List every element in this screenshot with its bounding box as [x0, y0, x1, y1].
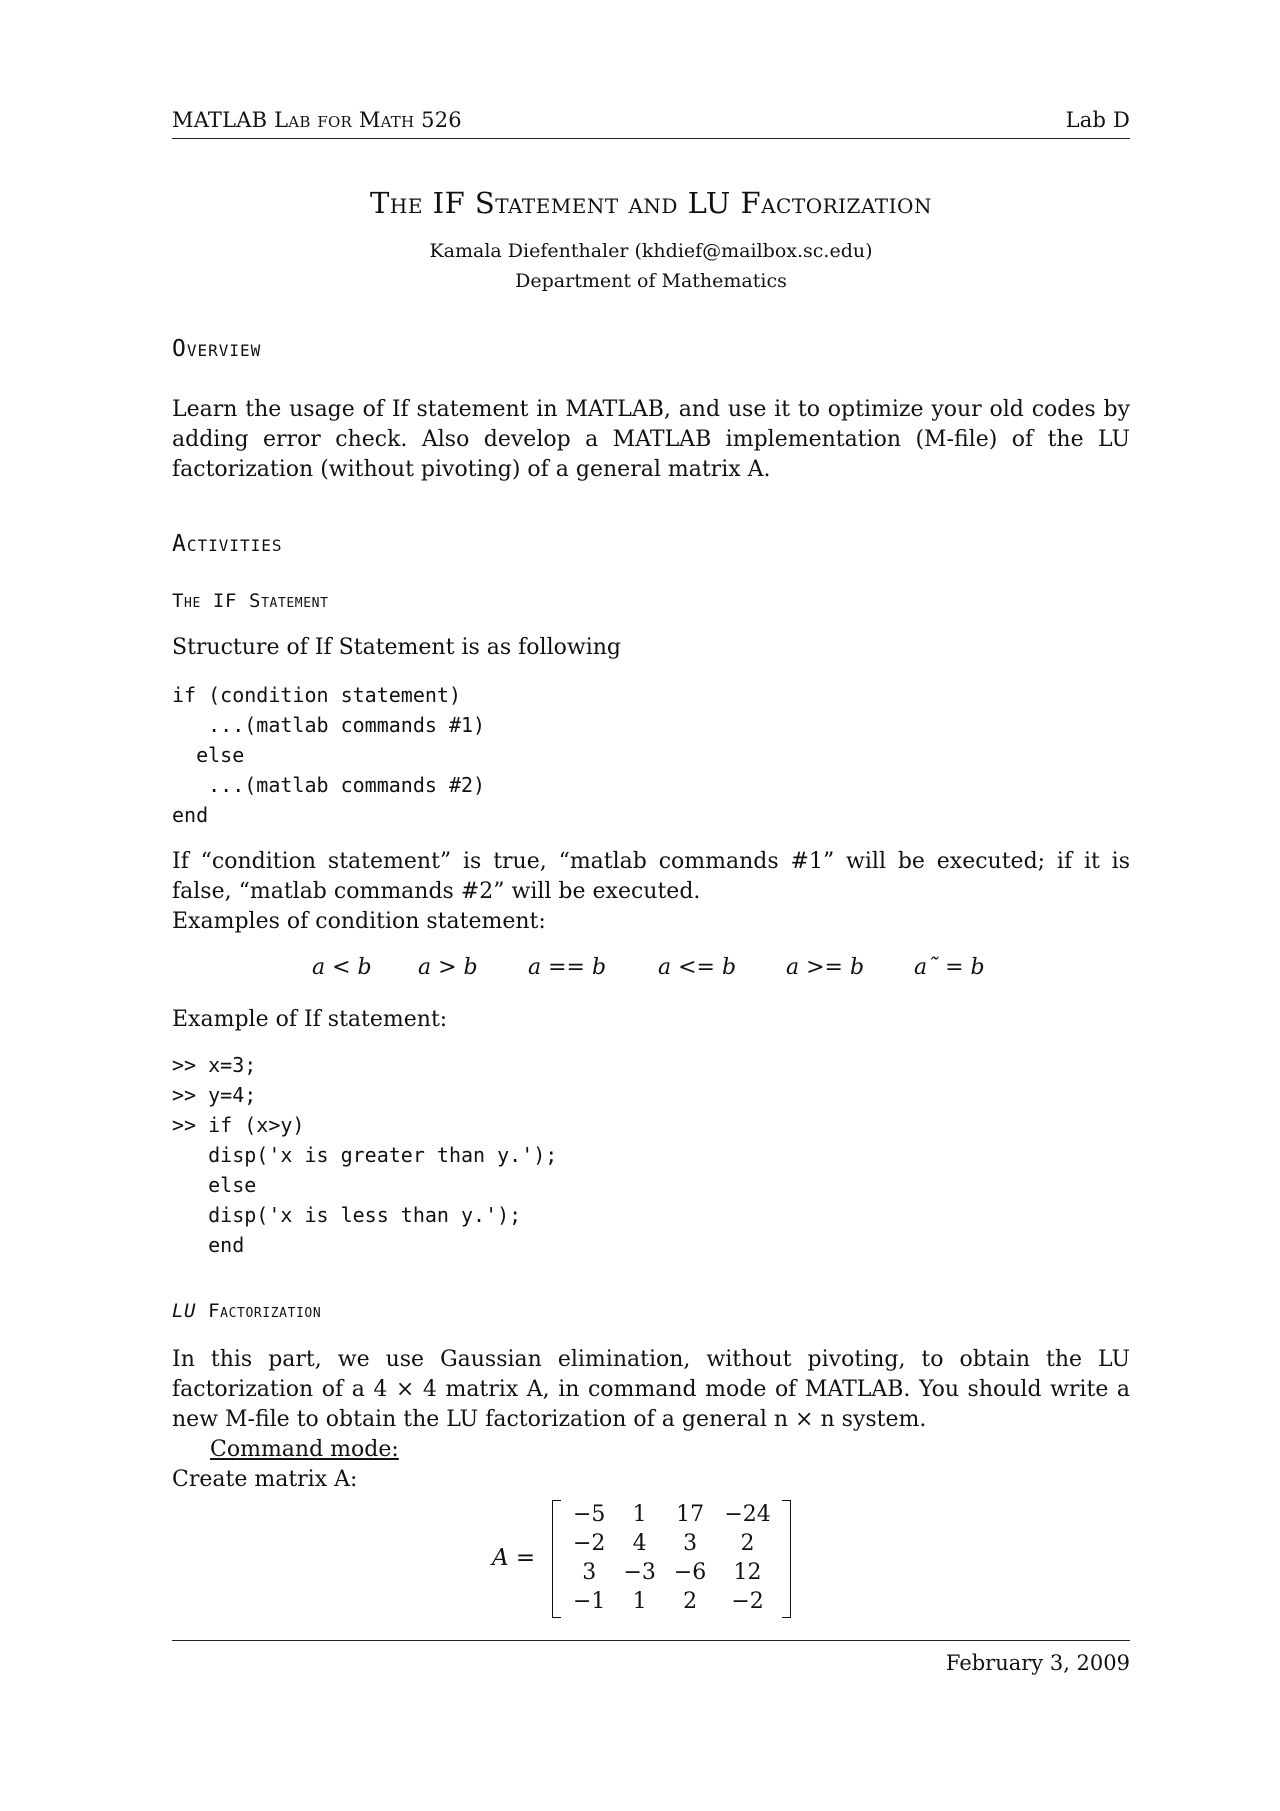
header-course: MATLAB Lab for Math 526 — [172, 108, 462, 132]
matrix-cell: −2 — [573, 1531, 606, 1556]
matrix-lhs: A = — [492, 1545, 536, 1571]
matrix-cell: 17 — [676, 1502, 705, 1527]
create-matrix-label: Create matrix A: — [172, 1467, 358, 1492]
activities-heading: Activities — [172, 531, 283, 557]
document-title: The IF Statement and LU Factorization — [370, 186, 932, 220]
matrix-cell: 2 — [683, 1589, 698, 1614]
matrix-row — [564, 1500, 780, 1529]
condition-example: a˜ = b — [914, 955, 985, 980]
if-explanation: If “condition statement” is true, “matlab commands #1” will be executed; if it is false, “matlab commands #2” will be executed. — [172, 849, 1130, 904]
author-block — [172, 236, 1130, 296]
running-header — [172, 108, 1130, 139]
matrix-cell: −24 — [724, 1502, 771, 1527]
matrix-cell: −6 — [673, 1560, 707, 1585]
header-lab: Lab D — [1065, 108, 1130, 132]
matrix-cell: −3 — [623, 1560, 656, 1585]
author-department: Department of Mathematics — [515, 270, 787, 292]
lu-text: In this part, we use Gaussian elimination, without pivoting, to obtain the LU factorization of a 4 × 4 matrix A, in command mode of MATLAB. You should write a new M-file to obtain the LU factorization of a general n × n system. — [172, 1347, 1130, 1432]
author-name-email: Kamala Diefenthaler (khdief@mailbox.sc.edu) — [429, 240, 873, 262]
matrix-cell: 3 — [683, 1531, 698, 1556]
matrix-row — [564, 1558, 780, 1587]
matrix-cell: −5 — [573, 1502, 606, 1527]
if-structure-intro: Structure of If Statement is as following — [172, 635, 621, 660]
left-bracket — [552, 1500, 561, 1618]
matrix-cell: 1 — [632, 1502, 647, 1527]
condition-example: a <= b — [658, 955, 737, 980]
matrix-cell: −2 — [731, 1589, 764, 1614]
matrix-cell: 12 — [733, 1560, 762, 1585]
matrix-table — [564, 1500, 780, 1616]
overview-text: Learn the usage of If statement in MATLAB, and use it to optimize your old codes by adding error check. Also develop a MATLAB implementation (M-file) of the LU factorization (without pivoting) of a general matrix A. — [172, 397, 1130, 482]
right-bracket — [782, 1500, 791, 1618]
if-example-label: Example of If statement: — [172, 1007, 448, 1032]
matrix-cell: 3 — [582, 1560, 597, 1585]
if-structure-code: if (condition statement) ...(matlab commands #1) else ...(matlab commands #2) end — [172, 683, 486, 827]
matrix-a — [492, 1500, 1132, 1620]
matrix-cell: 4 — [632, 1531, 647, 1556]
condition-example: a > b — [418, 955, 478, 980]
matrix-cell: −1 — [573, 1589, 606, 1614]
matrix-cell: 2 — [740, 1531, 755, 1556]
condition-example: a < b — [312, 955, 372, 980]
if-example-code: >> x=3; >> y=4; >> if (x>y) disp('x is greater than y.'); else disp('x is less than y.'); end — [172, 1053, 558, 1257]
command-mode-label: Command mode: — [210, 1437, 399, 1462]
overview-heading: Overview — [172, 336, 262, 362]
condition-example: a >= b — [786, 955, 865, 980]
condition-example: a == b — [528, 955, 607, 980]
footer-date: February 3, 2009 — [945, 1651, 1130, 1675]
matrix-row — [564, 1529, 780, 1558]
if-statement-heading: The IF Statement — [172, 590, 329, 612]
condition-examples-label: Examples of condition statement: — [172, 909, 546, 934]
command-mode-wrap — [210, 1435, 399, 1465]
lu-heading: LU Factorization — [172, 1300, 322, 1322]
matrix-cell: 1 — [632, 1589, 647, 1614]
matrix-row — [564, 1587, 780, 1616]
page-footer — [172, 1640, 1130, 1675]
